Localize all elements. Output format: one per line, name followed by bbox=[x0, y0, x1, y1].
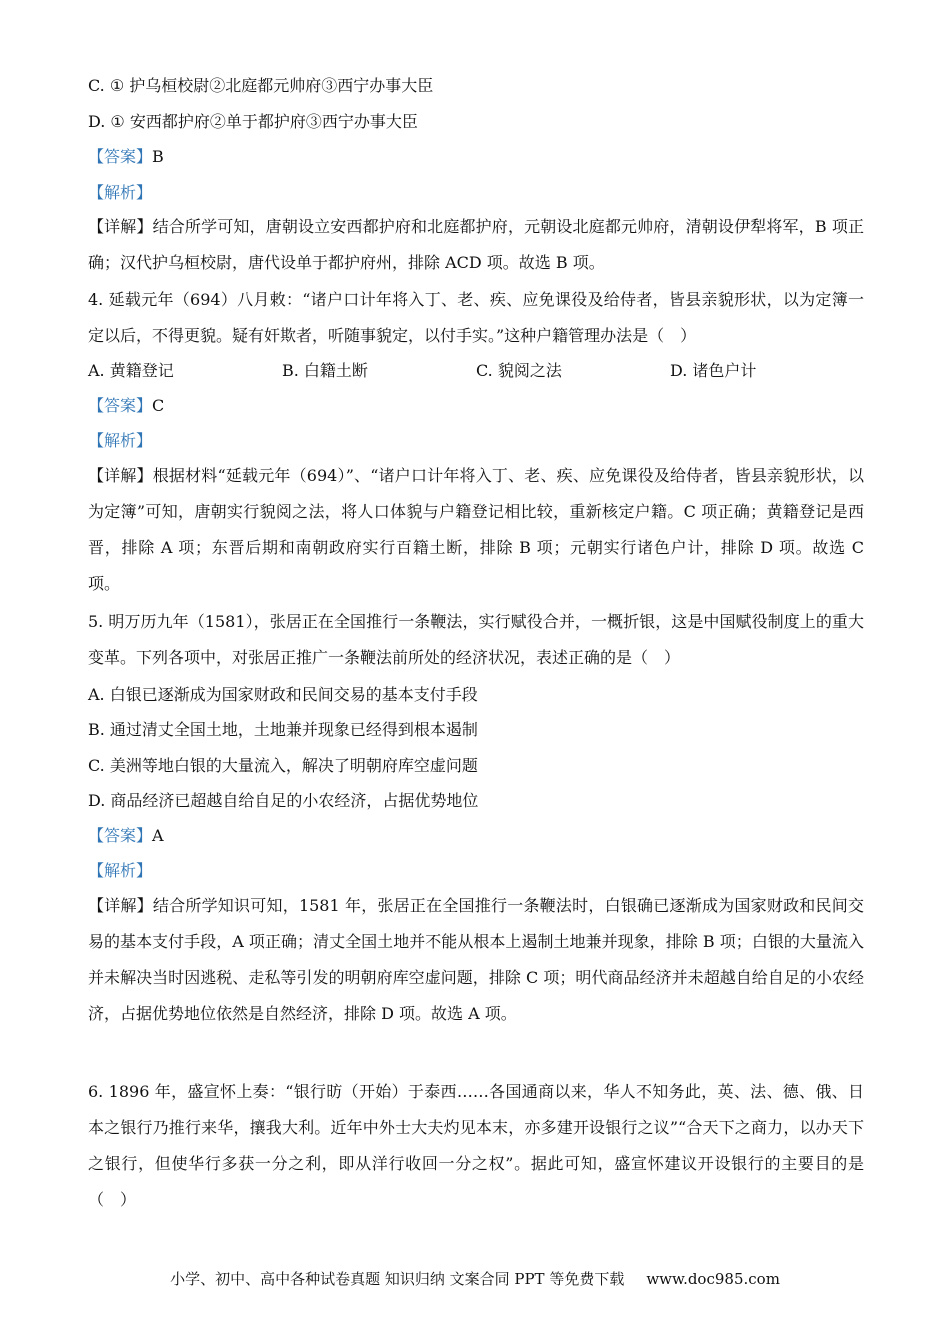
detail-text: 结合所学知识可知，1581 年，张居正在全国推行一条鞭法时，白银确已逐渐成为国家财政和民间交易的基本支付手段，A 项正确；清丈全国土地并不能从根本上遏制土地兼并现象，排除 B 项；白银的大量流入并未解决当时因逃税、走私等引发的明朝府库空虚问题，排除 C 项；明代商品经济并未超越自给自足的小农经济，占据优势地位依然是自然经济，排除 D 项。故选 A 项。 bbox=[88, 896, 864, 1023]
q3-analysis-tag: 【解析】 bbox=[88, 183, 153, 202]
q4-stem: 4. 延载元年（694）八月敕：“诸户口计年将入丁、老、疾、应免课役及给侍者，皆县亲貌形状，以为定簿一定以后，不得更貌。疑有奸欺者，听随事貌定，以付手实。”这种户籍管理办法是（ ） bbox=[88, 290, 864, 345]
answer-value: C bbox=[152, 396, 165, 415]
q5-stem: 5. 明万历九年（1581），张居正在全国推行一条鞭法，实行赋役合并，一概折银，这是中国赋役制度上的重大变革。下列各项中，对张居正推广一条鞭法前所处的经济状况，表述正确的是（ ） bbox=[88, 612, 864, 667]
q3-option-d: D. ① 安西都护府②单于都护府③西宁办事大臣 bbox=[88, 112, 418, 131]
detail-tag: 【详解】 bbox=[88, 896, 153, 915]
q5-detail bbox=[88, 888, 864, 1032]
footer-text: 小学、初中、高中各种试卷真题 知识归纳 文案合同 PPT 等免费下载 bbox=[170, 1270, 625, 1288]
footer-site[interactable]: www.doc985.com bbox=[646, 1270, 780, 1288]
q4-option-b: B. 白籍土断 bbox=[282, 361, 368, 380]
detail-tag: 【详解】 bbox=[88, 217, 153, 236]
q4-answer bbox=[88, 394, 164, 418]
q5-option-b: B. 通过清丈全国土地，土地兼并现象已经得到根本遏制 bbox=[88, 720, 478, 739]
detail-text: 结合所学可知，唐朝设立安西都护府和北庭都护府，元朝设北庭都元帅府，清朝设伊犁将军，B 项正确；汉代护乌桓校尉，唐代设单于都护府州，排除 ACD 项。故选 B 项。 bbox=[88, 217, 864, 272]
detail-tag: 【详解】 bbox=[88, 466, 153, 485]
q3-detail bbox=[88, 209, 864, 281]
q4-detail bbox=[88, 458, 864, 602]
q5-analysis-tag: 【解析】 bbox=[88, 861, 153, 880]
q5-option-c: C. 美洲等地白银的大量流入，解决了明朝府库空虚问题 bbox=[88, 756, 478, 775]
page-footer bbox=[0, 1268, 950, 1290]
q5-option-d: D. 商品经济已超越自给自足的小农经济，占据优势地位 bbox=[88, 791, 479, 810]
q3-option-c: C. ① 护乌桓校尉②北庭都元帅府③西宁办事大臣 bbox=[88, 76, 434, 95]
answer-value: A bbox=[152, 826, 164, 845]
q4-option-a: A. 黄籍登记 bbox=[88, 361, 174, 380]
detail-text: 根据材料“延载元年（694）”、“诸户口计年将入丁、老、疾、应免课役及给侍者，皆县亲貌形状，以为定簿”可知，唐朝实行貌阅之法，将人口体貌与户籍登记相比较，重新核定户籍。C 项正确；黄籍登记是西晋，排除 A 项；东晋后期和南朝政府实行百籍土断，排除 B 项；元朝实行诸色户计，排除 D 项。故选 C 项。 bbox=[88, 466, 864, 593]
answer-tag: 【答案】 bbox=[88, 826, 153, 845]
q5-option-a: A. 白银已逐渐成为国家财政和民间交易的基本支付手段 bbox=[88, 685, 478, 704]
answer-value: B bbox=[152, 147, 164, 166]
q6-stem: 6. 1896 年，盛宣怀上奏：“银行昉（开始）于泰西……各国通商以来，华人不知务此，英、法、德、俄、日本之银行乃推行来华，攘我大利。近年中外士大夫灼见本末，亦多建开设银行之议”“合天下之商力，以办天下之银行，但使华行多获一分之利，即从洋行收回一分之权”。据此可知，盛宣怀建议开设银行的主要目的是（ ） bbox=[88, 1082, 864, 1209]
q4-analysis-tag: 【解析】 bbox=[88, 431, 153, 450]
q4-option-c: C. 貌阅之法 bbox=[476, 361, 562, 380]
q5-answer bbox=[88, 824, 164, 848]
q3-answer bbox=[88, 145, 164, 169]
answer-tag: 【答案】 bbox=[88, 147, 153, 166]
answer-tag: 【答案】 bbox=[88, 396, 153, 415]
q4-option-d: D. 诸色户计 bbox=[670, 361, 757, 380]
